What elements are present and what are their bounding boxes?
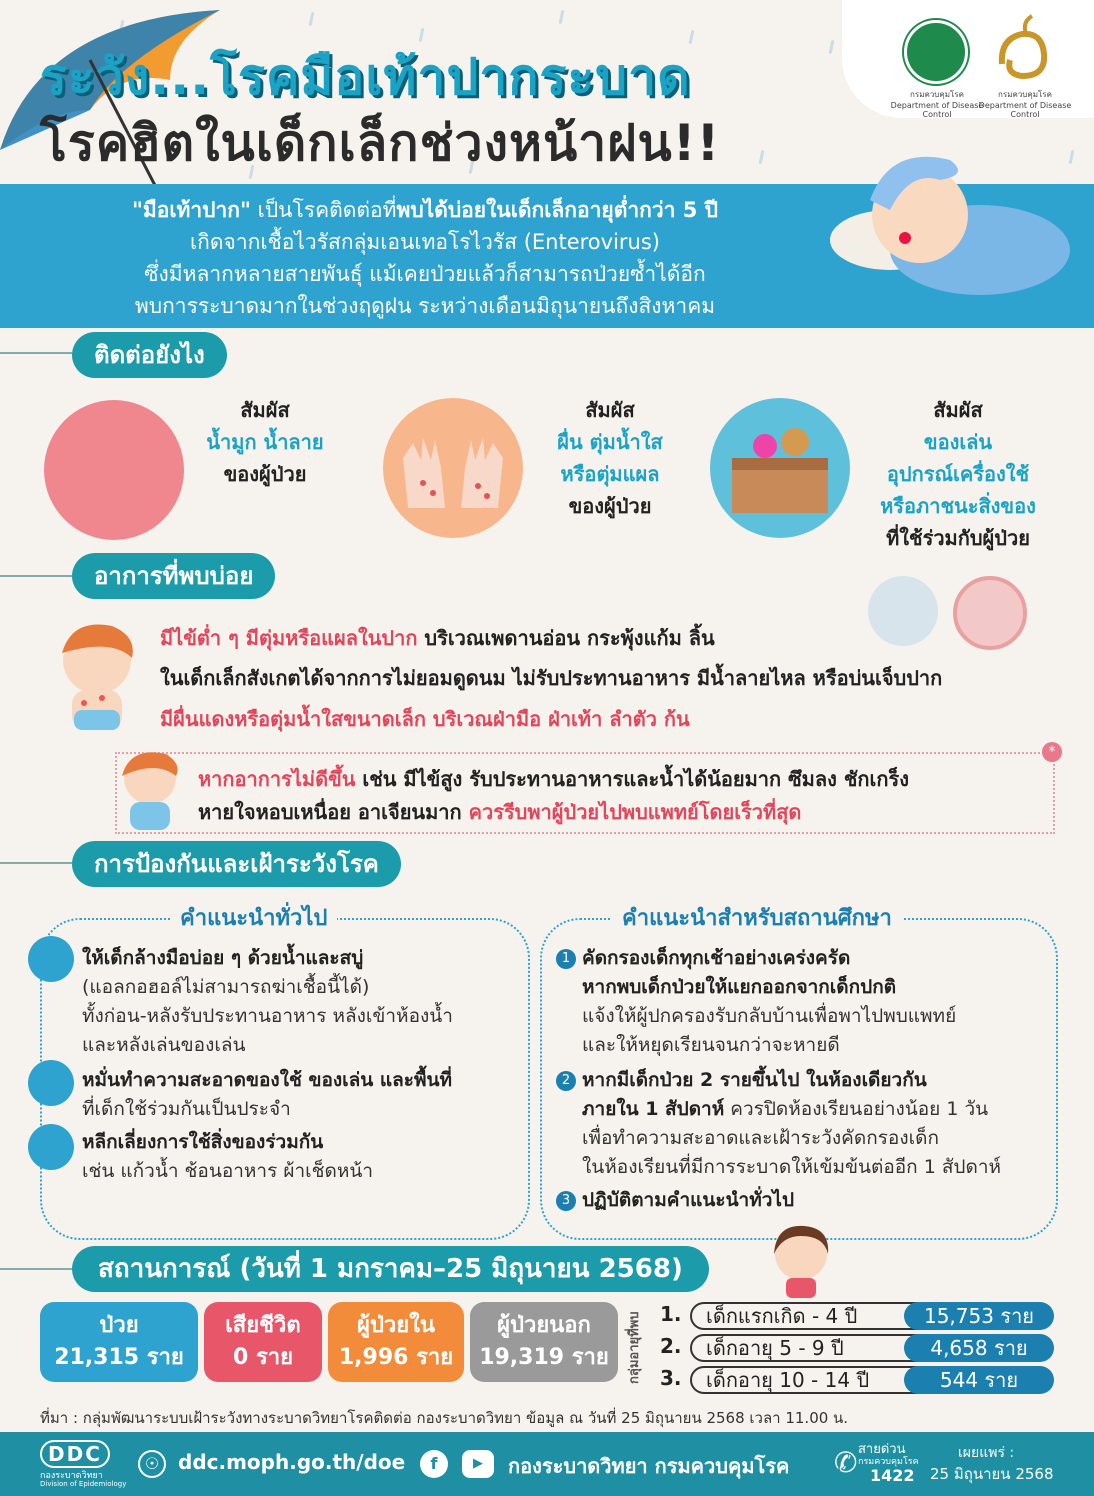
mouth-sores-icon: [953, 576, 1027, 650]
divider: [0, 1268, 72, 1270]
t3-l3: อุปกรณ์เครื่องใช้: [886, 462, 1030, 486]
num-3-icon: 3: [556, 1191, 576, 1211]
school-advice-title: คำแนะนำสำหรับสถานศึกษา: [612, 900, 902, 935]
source-note: ที่มา : กลุ่มพัฒนาระบบเฝ้าระวังทางระบาดวิทยาโรคติดต่อ กองระบาดวิทยา ข้อมูล ณ วันที่ 25 มิถุนายน 2568 เวลา 11.00 น.: [40, 1409, 849, 1427]
general-advice-2: [82, 1066, 452, 1124]
phone-icon: ✆: [834, 1446, 858, 1479]
symptom-line-3: มีผื่นแดงหรือตุ่มน้ำใสขนาดเล็ก บริเวณฝ่ามือ ฝ่าเท้า ลำตัว ก้น: [160, 707, 690, 731]
stat-outpatient-value: 19,319 ราย: [479, 1345, 609, 1370]
age-3-value: 544 ราย: [904, 1366, 1054, 1394]
moph-seal-icon: [904, 20, 968, 84]
logo2-caption: กรมควบคุมโรค Department of Disease Control: [978, 90, 1072, 119]
g1-bold: ให้เด็กล้างมือบ่อย ๆ ด้วยน้ำและสบู่: [82, 947, 364, 969]
t3-l1: สัมผัส: [933, 398, 983, 422]
general-advice-3: [82, 1128, 373, 1186]
stat-inpatient: [328, 1302, 464, 1382]
t1-l3: ของผู้ป่วย: [223, 462, 307, 486]
girl-sneezing-illustration: [44, 400, 184, 540]
child-rash-illustration: [42, 618, 152, 748]
stat-sick-label: ป่วย: [99, 1313, 139, 1338]
general-advice-title: คำแนะนำทั่วไป: [170, 900, 337, 935]
transmission-item-2: [525, 394, 695, 522]
website-link[interactable]: ddc.moph.go.th/doe: [178, 1450, 406, 1474]
ddc-caption-1: กองระบาดวิทยา: [40, 1471, 103, 1481]
intro-bold-a: "มือเท้าปาก": [131, 198, 251, 222]
s2-l2-bold: ภายใน 1 สัปดาห์: [582, 1098, 725, 1120]
stat-deaths-label: เสียชีวิต: [225, 1313, 301, 1338]
t2-l1: สัมผัส: [585, 398, 635, 422]
s2-l1: หากมีเด็กป่วย 2 รายขึ้นไป ในห้องเดียวกัน: [582, 1069, 927, 1091]
hotline-label: สายด่วน: [858, 1442, 906, 1457]
stat-deaths-value: 0 ราย: [232, 1345, 294, 1370]
cup-icon: [28, 1124, 74, 1170]
age-3-num: 3.: [660, 1366, 682, 1390]
warning-mark-icon: *: [1042, 742, 1062, 762]
age-2-value: 4,658 ราย: [904, 1334, 1054, 1362]
symptom-line-2: ในเด็กเล็กสังเกตได้จากการไม่ยอมดูดนม ไม่รับประทานอาหาร มีน้ำลายไหล หรือบ่นเจ็บปาก: [160, 666, 943, 690]
stat-sick-value: 21,315 ราย: [54, 1345, 184, 1370]
logo1-caption: กรมควบคุมโรค Department of Disease Control: [890, 90, 984, 119]
symptom-1-rest: บริเวณเพดานอ่อน กระพุ้งแก้ม ลิ้น: [417, 626, 715, 650]
warn-1-red: หากอาการไม่ดีขึ้น: [198, 767, 356, 791]
t2-l3: หรือตุ่มแผล: [560, 462, 660, 486]
intro-line-4: พบการระบาดมากในช่วงฤดูฝน ระหว่างเดือนมิถุนายนถึงสิงหาคม: [134, 294, 716, 318]
t2-l4: ของผู้ป่วย: [568, 494, 652, 518]
num-2-icon: 2: [556, 1071, 576, 1091]
stat-inpatient-label: ผู้ป่วยใน: [357, 1313, 435, 1338]
facebook-icon[interactable]: f: [420, 1450, 448, 1478]
intro-bold-b: พบได้บ่อยในเด็กเล็กอายุต่ำกว่า 5 ปี: [396, 198, 719, 222]
section-prevention-heading: การป้องกันและเฝ้าระวังโรค: [72, 841, 401, 887]
warn-2-a: หายใจหอบเหนื่อย อาเจียนมาก: [198, 800, 469, 824]
hands-rash-illustration: [383, 398, 523, 538]
symptom-1-red: มีไข้ต่ำ ๆ มีตุ่มหรือแผลในปาก: [160, 626, 418, 650]
g2-bold: หมั่นทำความสะอาดของใช้ ของเล่น และพื้นที่: [82, 1069, 453, 1091]
age-group-caption: กลุ่มอายุที่พบ: [627, 1311, 642, 1385]
intro-line-3: ซึ่งมีหลากหลายสายพันธุ์ แม้เคยป่วยแล้วก็สามารถป่วยซ้ำได้อีก: [144, 262, 706, 286]
s1-l3: แจ้งให้ผู้ปกครองรับกลับบ้านเพื่อพาไปพบแพทย์: [582, 1005, 957, 1027]
age-1-num: 1.: [660, 1302, 682, 1326]
s2-l3: เพื่อทำความสะอาดและเฝ้าระวังคัดกรองเด็ก: [582, 1127, 939, 1149]
sleeping-baby-illustration: [830, 140, 1080, 310]
ddc-caption-2: Division of Epidemiology: [40, 1480, 127, 1488]
divider: [0, 575, 72, 577]
s1-l4: และให้หยุดเรียนจนกว่าจะหายดี: [582, 1034, 840, 1056]
age-3-label: เด็กอายุ 10 - 14 ปี: [690, 1366, 930, 1394]
stat-outpatient-label: ผู้ป่วยนอก: [497, 1313, 591, 1338]
s1-l2: หากพบเด็กป่วยให้แยกออกจากเด็กปกติ: [582, 976, 897, 998]
divider: [0, 862, 72, 864]
school-advice-3: [556, 1186, 794, 1215]
g3-l2: เช่น แก้วน้ำ ช้อนอาหาร ผ้าเช็ดหน้า: [82, 1160, 374, 1182]
warn-2-red: ควรรีบพาผู้ป่วยไปพบแพทย์โดยเร็วที่สุด: [468, 800, 802, 824]
t3-l4: หรือภาชนะสิ่งของ: [880, 494, 1036, 518]
g1-l4: และหลังเล่นของเล่น: [82, 1034, 246, 1056]
transmission-item-1: [180, 394, 350, 490]
age-1-label: เด็กแรกเกิด - 4 ปี: [690, 1302, 930, 1330]
section-symptoms-heading: อาการที่พบบ่อย: [72, 553, 275, 599]
t1-l2: น้ำมูก น้ำลาย: [206, 430, 324, 454]
toy-box-illustration: [710, 398, 850, 538]
intro-line-2: เกิดจากเชื้อไวรัสกลุ่มเอนเทอโรไวรัส (Enterovirus): [189, 230, 660, 254]
child-crying-illustration: [106, 746, 190, 832]
school-advice-2: [556, 1066, 1001, 1182]
general-advice-1: [82, 944, 453, 1060]
footer: [0, 1432, 1094, 1496]
age-1-value: 15,753 ราย: [904, 1302, 1054, 1330]
g1-l3: ทั้งก่อน-หลังรับประทานอาหาร หลังเข้าห้องน้ำ: [82, 1005, 453, 1027]
logo-area: [842, 0, 1094, 118]
handwash-icon: [28, 936, 74, 982]
t1-l1: สัมผัส: [240, 398, 290, 422]
age-2-label: เด็กอายุ 5 - 9 ปี: [690, 1334, 930, 1362]
ddc-logo: DDC: [40, 1440, 110, 1468]
s3-l1: ปฏิบัติตามคำแนะนำทั่วไป: [582, 1189, 795, 1211]
warning-line-1: [198, 763, 909, 795]
title-line-2: โรคฮิตในเด็กเล็กช่วงหน้าฝน!!: [40, 114, 721, 172]
age-2-num: 2.: [660, 1334, 682, 1358]
publish-date: 25 มิถุนายน 2568: [930, 1465, 1054, 1483]
transmission-item-3: [858, 394, 1058, 554]
school-advice-1: [556, 944, 956, 1060]
intro-line-1: [0, 194, 850, 227]
social-name: กองระบาดวิทยา กรมควบคุมโรค: [508, 1454, 790, 1478]
g3-bold: หลีกเลี่ยงการใช้สิ่งของร่วมกัน: [82, 1131, 324, 1153]
intro-mid: เป็นโรคติดต่อที่: [250, 198, 397, 222]
stat-sick: [40, 1302, 198, 1382]
symptom-line-1: [160, 622, 715, 654]
stat-outpatient: [470, 1302, 618, 1382]
num-1-icon: 1: [556, 949, 576, 969]
divider: [0, 352, 72, 354]
stat-inpatient-value: 1,996 ราย: [338, 1345, 454, 1370]
girl-worried-illustration: [764, 1220, 838, 1300]
sick-child-icon: [868, 576, 938, 646]
g1-l2: (แอลกอฮอล์ไม่สามารถฆ่าเชื้อนี้ได้): [82, 976, 370, 998]
stat-deaths: [204, 1302, 322, 1382]
section-transmission-heading: ติดต่อยังไง: [72, 332, 227, 378]
warn-1-rest: เช่น มีไข้สูง รับประทานอาหารและน้ำได้น้อยมาก ซึมลง ชักเกร็ง: [355, 767, 909, 791]
hotline-number: 1422: [870, 1466, 915, 1485]
s2-l4: ในห้องเรียนที่มีการระบาดให้เข้มข้นต่ออีก 1 สัปดาห์: [582, 1156, 1002, 1178]
toys-clean-icon: [28, 1060, 74, 1106]
title-line-1: ระวัง...โรคมือเท้าปากระบาด: [40, 48, 691, 106]
globe-icon: ☉: [138, 1450, 166, 1478]
t3-l2: ของเล่น: [923, 430, 993, 454]
anniversary-logo-icon: [992, 14, 1056, 86]
publish-label: เผยแพร่ :: [958, 1445, 1015, 1461]
s2-l2-rest: ควรปิดห้องเรียนอย่างน้อย 1 วัน: [724, 1098, 989, 1120]
hotline-sub: กรมควบคุมโรค: [858, 1457, 919, 1467]
g2-l2: ที่เด็กใช้ร่วมกันเป็นประจำ: [82, 1098, 291, 1120]
warning-line-2: [198, 796, 801, 828]
section-situation-heading: สถานการณ์ (วันที่ 1 มกราคม–25 มิถุนายน 2568): [72, 1246, 709, 1292]
youtube-icon[interactable]: ▶: [462, 1450, 494, 1478]
t3-l5: ที่ใช้ร่วมกับผู้ป่วย: [886, 526, 1030, 550]
s1-l1: คัดกรองเด็กทุกเช้าอย่างเคร่งครัด: [582, 947, 851, 969]
t2-l2: ผื่น ตุ่มน้ำใส: [557, 430, 663, 454]
